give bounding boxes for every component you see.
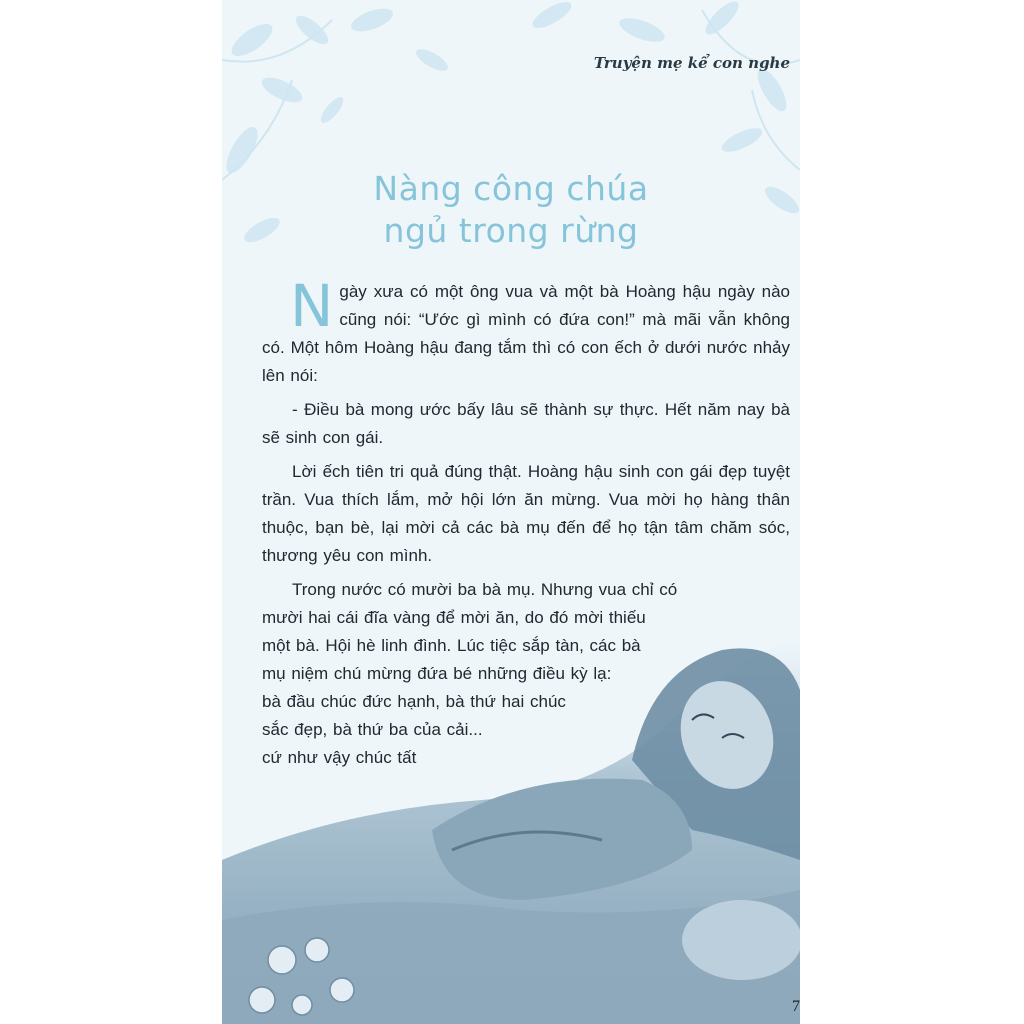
story-title [222, 168, 800, 252]
paragraph-4 [262, 576, 790, 772]
paragraph-1 [262, 272, 790, 390]
story-title-line-2: ngủ trong rừng [383, 211, 639, 250]
paragraph-2: - Điều bà mong ước bấy lâu sẽ thành sự thực. Hết năm nay bà sẽ sinh con gái. [262, 400, 790, 447]
paragraph-4-line: một bà. Hội hè linh đình. Lúc tiệc sắp tàn, các bà [262, 636, 641, 655]
paragraph-4-line: sắc đẹp, bà thứ ba của cải... [262, 720, 483, 739]
paragraph-4-line: mụ niệm chú mừng đứa bé những điều kỳ lạ: [262, 664, 612, 683]
paragraph-4-line: bà đầu chúc đức hạnh, bà thứ hai chúc [262, 692, 566, 711]
paragraph-4-line: cứ như vậy chúc tất [262, 748, 417, 767]
book-page [222, 0, 800, 1024]
running-header: Truyện mẹ kể con nghe [593, 54, 790, 72]
drop-cap: N [290, 272, 334, 340]
leaf-decoration [222, 0, 800, 300]
story-body [262, 272, 790, 772]
story-title-line-1: Nàng công chúa [373, 169, 649, 208]
page-number: 7 [792, 998, 800, 1015]
paragraph-4-line: Trong nước có mười ba bà mụ. Nhưng vua chỉ có [292, 580, 678, 599]
paragraph-3: Lời ếch tiên tri quả đúng thật. Hoàng hậu sinh con gái đẹp tuyệt trần. Vua thích lắm, mở hội lớn ăn mừng. Vua mời họ hàng thân thuộc, bạn bè, lại mời cả các bà mụ đến để họ tận tâm chăm sóc, thương yêu con mình. [262, 462, 790, 565]
paragraph-1-text: gày xưa có một ông vua và một bà Hoàng hậu ngày nào cũng nói: “Ước gì mình có đứa con!” mà mãi vẫn không có. Một hôm Hoàng hậu đang tắm thì có con ếch ở dưới nước nhảy lên nói: [262, 282, 790, 385]
paragraph-4-line: mười hai cái đĩa vàng để mời ăn, do đó mời thiếu [262, 608, 646, 627]
